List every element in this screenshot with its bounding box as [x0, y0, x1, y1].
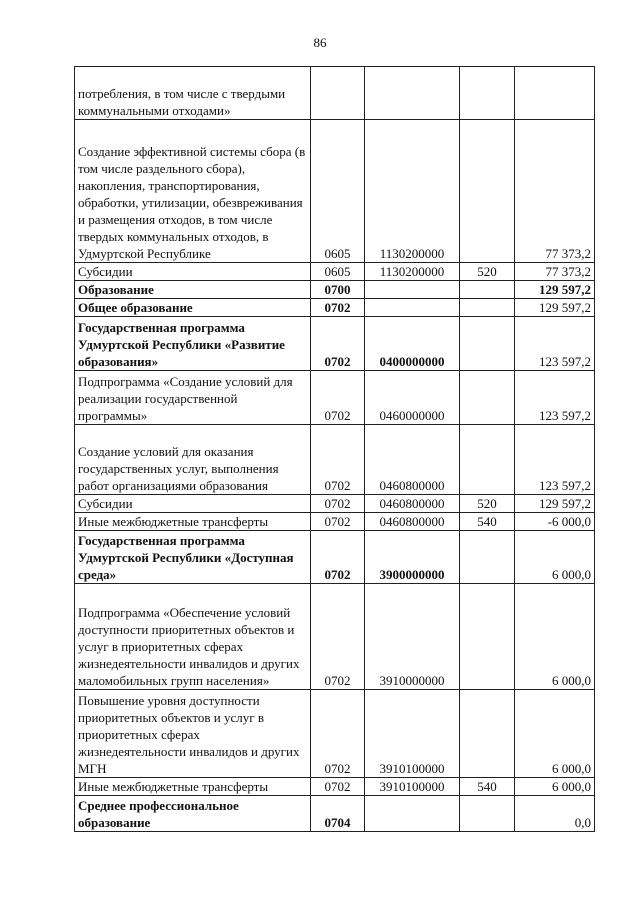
- row-section-code: 0702: [311, 513, 365, 531]
- table-row: [75, 690, 595, 778]
- row-expense-type-code: 540: [460, 513, 515, 531]
- row-section-code: 0702: [311, 690, 365, 778]
- table-row: [75, 495, 595, 513]
- row-name: Создание условий для оказания государственных услуг, выполнения работ организациями образования: [75, 425, 311, 495]
- row-amount: 6 000,0: [515, 690, 595, 778]
- table-row: [75, 299, 595, 317]
- row-section-code: 0702: [311, 299, 365, 317]
- row-name: Создание эффективной системы сбора (в том числе раздельного сбора), накопления, транспортирования, обработки, утилизации, обезвреживания и размещения отходов, в том числе твердых коммунальных отходов, в Удмуртской Республике: [75, 120, 311, 263]
- row-section-code: 0702: [311, 495, 365, 513]
- row-expense-type-code: [460, 67, 515, 120]
- row-expense-type-code: 520: [460, 495, 515, 513]
- budget-table: [74, 66, 595, 832]
- row-expense-type-code: [460, 299, 515, 317]
- table-row: [75, 281, 595, 299]
- row-target-article-code: 0460800000: [365, 495, 460, 513]
- table-row: [75, 796, 595, 832]
- row-target-article-code: 0460800000: [365, 425, 460, 495]
- row-target-article-code: 1130200000: [365, 120, 460, 263]
- row-name: Государственная программа Удмуртской Республики «Развитие образования»: [75, 317, 311, 371]
- row-section-code: 0702: [311, 317, 365, 371]
- row-expense-type-code: [460, 120, 515, 263]
- row-amount: 77 373,2: [515, 120, 595, 263]
- row-name: Образование: [75, 281, 311, 299]
- row-target-article-code: 3910100000: [365, 690, 460, 778]
- row-name: Общее образование: [75, 299, 311, 317]
- row-target-article-code: 3910100000: [365, 778, 460, 796]
- row-section-code: 0605: [311, 120, 365, 263]
- row-amount: 6 000,0: [515, 531, 595, 584]
- row-target-article-code: 1130200000: [365, 263, 460, 281]
- row-expense-type-code: [460, 584, 515, 690]
- row-amount: 6 000,0: [515, 584, 595, 690]
- row-section-code: 0702: [311, 531, 365, 584]
- table-row: [75, 778, 595, 796]
- row-target-article-code: 0460000000: [365, 371, 460, 425]
- row-name: Среднее профессиональное образование: [75, 796, 311, 832]
- row-amount: 0,0: [515, 796, 595, 832]
- row-expense-type-code: [460, 425, 515, 495]
- table-row: [75, 317, 595, 371]
- row-target-article-code: [365, 796, 460, 832]
- row-amount: 129 597,2: [515, 495, 595, 513]
- row-expense-type-code: [460, 531, 515, 584]
- row-target-article-code: [365, 299, 460, 317]
- row-amount: 123 597,2: [515, 425, 595, 495]
- row-target-article-code: 0460800000: [365, 513, 460, 531]
- row-section-code: 0605: [311, 263, 365, 281]
- row-section-code: 0704: [311, 796, 365, 832]
- row-expense-type-code: [460, 281, 515, 299]
- row-name: Подпрограмма «Создание условий для реализации государственной программы»: [75, 371, 311, 425]
- row-name: Государственная программа Удмуртской Республики «Доступная среда»: [75, 531, 311, 584]
- row-name: потребления, в том числе с твердыми коммунальными отходами»: [75, 67, 311, 120]
- row-name: Иные межбюджетные трансферты: [75, 513, 311, 531]
- row-name: Повышение уровня доступности приоритетных объектов и услуг в приоритетных сферах жизнедеятельности инвалидов и других МГН: [75, 690, 311, 778]
- row-amount: [515, 67, 595, 120]
- table-row: [75, 263, 595, 281]
- row-target-article-code: [365, 281, 460, 299]
- row-amount: 123 597,2: [515, 371, 595, 425]
- table-row: [75, 120, 595, 263]
- row-amount: 129 597,2: [515, 281, 595, 299]
- row-amount: 123 597,2: [515, 317, 595, 371]
- row-amount: -6 000,0: [515, 513, 595, 531]
- table-row: [75, 67, 595, 120]
- row-section-code: 0702: [311, 584, 365, 690]
- row-section-code: 0702: [311, 371, 365, 425]
- table-row: [75, 425, 595, 495]
- row-expense-type-code: 520: [460, 263, 515, 281]
- row-name: Субсидии: [75, 495, 311, 513]
- row-name: Подпрограмма «Обеспечение условий доступности приоритетных объектов и услуг в приоритетных сферах жизнедеятельности инвалидов и других маломобильных групп населения»: [75, 584, 311, 690]
- row-amount: 129 597,2: [515, 299, 595, 317]
- row-target-article-code: [365, 67, 460, 120]
- row-expense-type-code: 540: [460, 778, 515, 796]
- row-expense-type-code: [460, 796, 515, 832]
- row-section-code: 0702: [311, 425, 365, 495]
- row-section-code: 0700: [311, 281, 365, 299]
- table-row: [75, 584, 595, 690]
- row-section-code: [311, 67, 365, 120]
- row-amount: 77 373,2: [515, 263, 595, 281]
- table-row: [75, 531, 595, 584]
- row-expense-type-code: [460, 317, 515, 371]
- row-expense-type-code: [460, 690, 515, 778]
- page-number: 86: [313, 35, 327, 50]
- row-name: Иные межбюджетные трансферты: [75, 778, 311, 796]
- row-expense-type-code: [460, 371, 515, 425]
- row-section-code: 0702: [311, 778, 365, 796]
- row-amount: 6 000,0: [515, 778, 595, 796]
- row-target-article-code: 3900000000: [365, 531, 460, 584]
- row-target-article-code: 0400000000: [365, 317, 460, 371]
- row-name: Субсидии: [75, 263, 311, 281]
- table-row: [75, 371, 595, 425]
- table-row: [75, 513, 595, 531]
- row-target-article-code: 3910000000: [365, 584, 460, 690]
